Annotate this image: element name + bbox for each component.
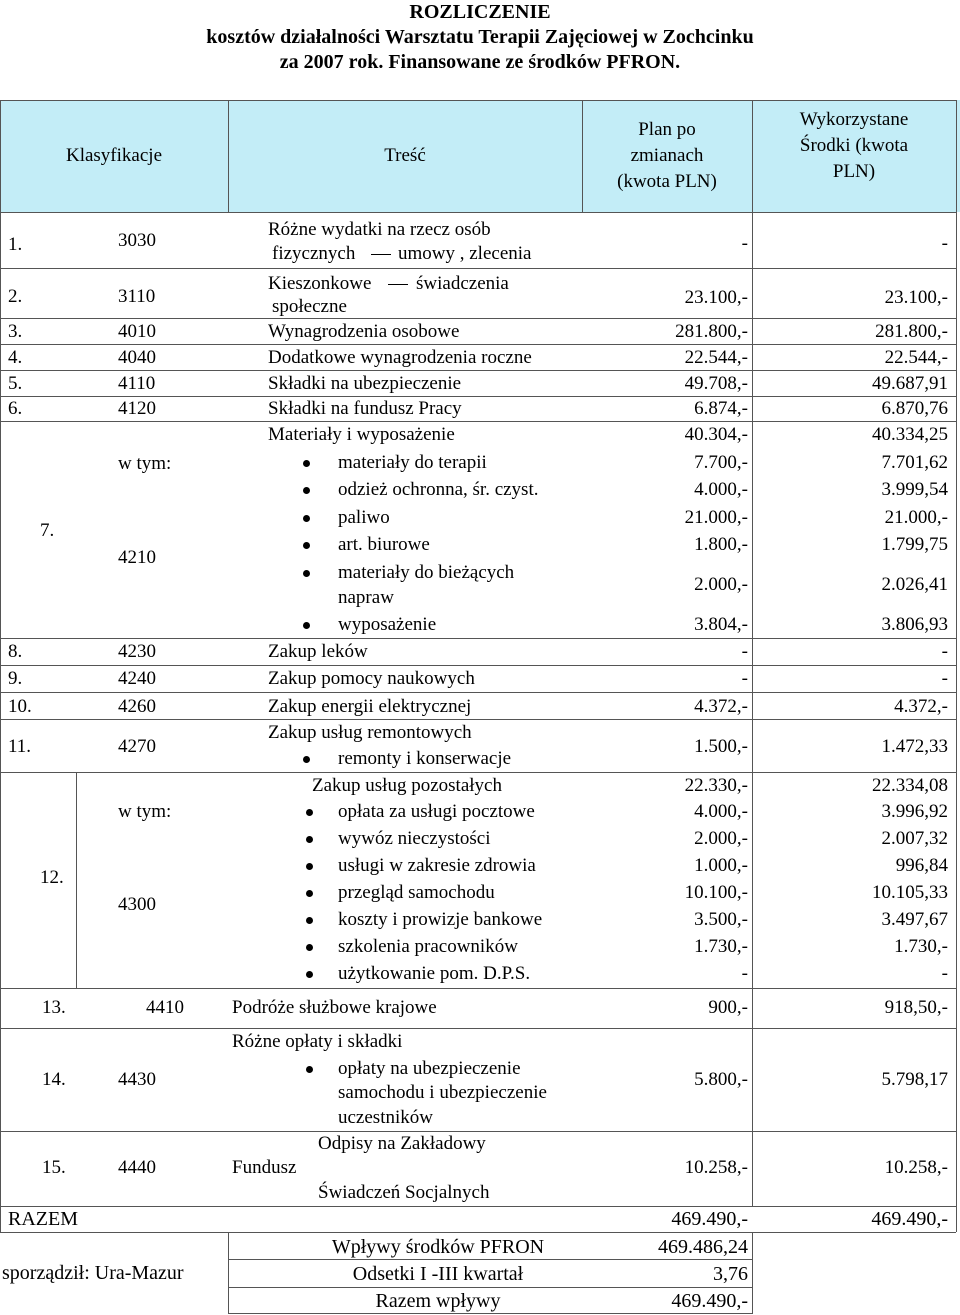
prepared-by: sporządził: Ura-Mazur — [2, 1262, 184, 1284]
header-tresc — [228, 100, 582, 212]
item-text: odzież ochronna, śr. czyst. — [338, 479, 539, 500]
bullet-icon — [303, 515, 310, 522]
row-number: 8. — [8, 641, 23, 662]
row-number: 11. — [8, 736, 32, 757]
row-text: Składki na ubezpieczenie — [268, 373, 462, 394]
row-text: Różne opłaty i składki — [232, 1031, 403, 1052]
bullet-icon — [306, 917, 313, 924]
grid-line — [0, 396, 956, 397]
row-number: 9. — [8, 668, 23, 689]
row-text: Materiały i wyposażenie — [268, 424, 455, 445]
grid-line — [752, 100, 753, 1206]
row-code: 4010 — [118, 321, 156, 342]
grid-line — [0, 988, 956, 989]
row-plan: 40.304,- — [684, 424, 748, 445]
row-used: 10.258,- — [884, 1157, 948, 1178]
row-number: 14. — [42, 1069, 66, 1090]
bullet-icon — [303, 756, 310, 763]
grid-line — [76, 772, 77, 988]
grid-line — [0, 1206, 956, 1207]
item-plan: 3.500,- — [694, 909, 748, 930]
row-code: 4110 — [118, 373, 156, 394]
row-number: 1. — [8, 234, 23, 255]
row-text: Zakup usług pozostałych — [312, 775, 502, 796]
item-used: 21.000,- — [884, 507, 948, 528]
row-plan: - — [741, 668, 748, 689]
row-wtym: w tym: — [118, 453, 172, 474]
item-used: 1.799,75 — [881, 534, 948, 555]
item-text: koszty i prowizje bankowe — [338, 909, 543, 930]
grid-line — [0, 638, 956, 639]
bullet-icon — [303, 542, 310, 549]
row-number: 12. — [40, 867, 64, 888]
item-plan: 21.000,- — [684, 507, 748, 528]
summary-value: 3,76 — [713, 1263, 748, 1285]
item-used: 2.007,32 — [881, 828, 948, 849]
row-code: 4410 — [146, 997, 184, 1018]
item-text: szkolenia pracowników — [338, 936, 518, 957]
row-code: 4300 — [118, 894, 156, 915]
row-used: 1.472,33 — [881, 736, 948, 757]
item-used: 3.996,92 — [881, 801, 948, 822]
row-text: samochodu i ubezpieczenie — [338, 1082, 547, 1103]
grid-line — [0, 1131, 956, 1132]
bullet-icon — [306, 1066, 313, 1073]
row-used: 281.800,- — [875, 321, 948, 342]
row-text: Fundusz — [232, 1157, 297, 1178]
item-used: 3.999,54 — [881, 479, 948, 500]
header-wyk-line2: Środki (kwota — [799, 135, 909, 156]
summary-label: Razem wpływy — [375, 1290, 501, 1312]
grid-line — [228, 1287, 752, 1288]
item-plan: 4.000,- — [694, 479, 748, 500]
grid-line — [582, 100, 583, 212]
header-plan-line3: (kwota PLN) — [617, 171, 717, 192]
row-text: świadczenia — [416, 273, 509, 294]
row-number: 15. — [42, 1157, 66, 1178]
item-plan: 1.730,- — [694, 936, 748, 957]
header-plan-line2: zmianach — [630, 145, 704, 166]
header-wyk-line3: PLN) — [832, 161, 876, 182]
row-used: - — [941, 668, 948, 689]
item-text: paliwo — [338, 507, 390, 528]
row-plan: 49.708,- — [684, 373, 748, 394]
row-number: 5. — [8, 373, 23, 394]
row-code: 3110 — [118, 286, 156, 307]
row-plan: 23.100,- — [684, 287, 748, 308]
grid-line — [0, 1028, 956, 1029]
row-code: 4230 — [118, 641, 156, 662]
item-plan: 7.700,- — [694, 452, 748, 473]
summary-value: 469.486,24 — [658, 1236, 748, 1258]
grid-line — [228, 1259, 752, 1260]
row-used: 40.334,25 — [872, 424, 948, 445]
bullet-icon — [306, 809, 313, 816]
row-used: 49.687,91 — [872, 373, 948, 394]
total-used: 469.490,- — [871, 1208, 948, 1230]
document-title — [0, 0, 960, 75]
item-text: napraw — [338, 587, 394, 608]
row-plan: - — [741, 641, 748, 662]
grid-line — [0, 421, 956, 422]
row-number: 3. — [8, 321, 23, 342]
header-wykorzystane — [752, 100, 956, 212]
row-plan: 4.372,- — [694, 696, 748, 717]
grid-line — [0, 692, 956, 693]
row-text: Zakup usług remontowych — [268, 722, 472, 743]
row-code: 4040 — [118, 347, 156, 368]
item-text: przegląd samochodu — [338, 882, 495, 903]
row-text: Dodatkowe wynagrodzenia roczne — [268, 347, 532, 368]
item-text: art. biurowe — [338, 534, 430, 555]
row-text: Wynagrodzenia osobowe — [268, 321, 460, 342]
item-plan: 4.000,- — [694, 801, 748, 822]
item-plan: 2.000,- — [694, 828, 748, 849]
row-plan: 281.800,- — [675, 321, 748, 342]
row-number: 10. — [8, 696, 32, 717]
item-text: wywóz nieczystości — [338, 828, 491, 849]
row-text: Podróże służbowe krajowe — [232, 997, 437, 1018]
row-code: 4240 — [118, 668, 156, 689]
item-used: 1.730,- — [894, 936, 948, 957]
grid-line — [0, 772, 956, 773]
grid-line — [0, 665, 956, 666]
item-plan: 1.000,- — [694, 855, 748, 876]
row-number: 4. — [8, 347, 23, 368]
row-text: Odpisy na Zakładowy — [318, 1133, 486, 1154]
title-line-1: ROZLICZENIE — [409, 1, 551, 23]
grid-line — [0, 212, 956, 213]
item-plan: 2.000,- — [694, 574, 748, 595]
row-code: 4270 — [118, 736, 156, 757]
grid-line — [228, 1313, 752, 1314]
row-used: - — [941, 641, 948, 662]
bullet-icon — [303, 487, 310, 494]
item-text: materiały do bieżących — [338, 562, 515, 583]
item-used: 10.105,33 — [872, 882, 948, 903]
row-number: 6. — [8, 398, 23, 419]
row-used: 4.372,- — [894, 696, 948, 717]
row-code: 4260 — [118, 696, 156, 717]
item-plan: - — [741, 963, 748, 984]
row-text: remonty i konserwacje — [338, 748, 512, 769]
bullet-icon — [303, 570, 310, 577]
title-line-2: kosztów działalności Warsztatu Terapii Zajęciowej w Zochcinku — [206, 26, 754, 48]
row-used: 6.870,76 — [881, 398, 948, 419]
row-used: 5.798,17 — [881, 1069, 948, 1090]
row-plan: 6.874,- — [694, 398, 748, 419]
header-wyk-line1: Wykorzystane — [799, 109, 909, 130]
item-used: 996,84 — [895, 855, 948, 876]
item-used: 3.497,67 — [881, 909, 948, 930]
bullet-icon — [306, 836, 313, 843]
grid-line — [0, 100, 1, 1232]
bullet-icon — [303, 460, 310, 467]
row-text: uczestników — [338, 1107, 433, 1128]
item-plan: 1.800,- — [694, 534, 748, 555]
summary-label: Wpływy środków PFRON — [331, 1236, 545, 1258]
row-number: 7. — [40, 520, 55, 541]
item-used: - — [941, 963, 948, 984]
row-used: 918,50,- — [884, 997, 948, 1018]
row-text: Kieszonkowe — [268, 273, 372, 294]
dash-mark — [371, 254, 391, 255]
row-code: 4440 — [118, 1157, 156, 1178]
item-text: wyposażenie — [338, 614, 437, 635]
grid-line — [0, 318, 956, 319]
bullet-icon — [303, 622, 310, 629]
item-plan: 10.100,- — [684, 882, 748, 903]
grid-line — [752, 1232, 753, 1314]
row-number: 2. — [8, 286, 23, 307]
row-text: Zakup pomocy naukowych — [268, 668, 475, 689]
grid-line — [0, 100, 956, 101]
row-code: 3030 — [118, 230, 156, 251]
row-code: 4210 — [118, 547, 156, 568]
row-text: społeczne — [272, 296, 347, 317]
item-used: 2.026,41 — [881, 574, 948, 595]
row-plan: 22.544,- — [684, 347, 748, 368]
row-text: opłaty na ubezpieczenie — [338, 1058, 521, 1079]
item-text: opłata za usługi pocztowe — [338, 801, 535, 822]
summary-label: Odsetki I -III kwartał — [352, 1263, 524, 1285]
row-plan: - — [741, 233, 748, 254]
header-tresc-label: Treść — [384, 145, 426, 166]
grid-line — [0, 370, 956, 371]
header-klasyfikacje-label: Klasyfikacje — [65, 145, 162, 166]
title-line-3: za 2007 rok. Finansowane ze środków PFRON. — [279, 51, 681, 73]
row-number: 13. — [42, 997, 66, 1018]
grid-line — [228, 100, 229, 212]
row-used: 22.334,08 — [872, 775, 948, 796]
item-text: użytkowanie pom. D.P.S. — [338, 963, 531, 984]
header-klasyfikacje — [0, 100, 228, 212]
dash-mark — [388, 284, 408, 285]
row-text: Różne wydatki na rzecz osób — [268, 219, 491, 240]
row-code: 4120 — [118, 398, 156, 419]
grid-line — [0, 268, 956, 269]
row-text: Składki na fundusz Pracy — [268, 398, 462, 419]
item-used: 3.806,93 — [881, 614, 948, 635]
bullet-icon — [306, 863, 313, 870]
item-plan: 3.804,- — [694, 614, 748, 635]
row-text: umowy , zlecenia — [398, 243, 532, 264]
row-text: Zakup energii elektrycznej — [268, 696, 472, 717]
summary-value: 469.490,- — [671, 1290, 748, 1312]
item-used: 7.701,62 — [881, 452, 948, 473]
row-text: Zakup leków — [268, 641, 368, 662]
row-used: 22.544,- — [884, 347, 948, 368]
row-code: 4430 — [118, 1069, 156, 1090]
total-label: RAZEM — [8, 1208, 78, 1230]
header-plan — [582, 100, 752, 212]
row-plan: 5.800,- — [694, 1069, 748, 1090]
bullet-icon — [306, 971, 313, 978]
total-plan: 469.490,- — [671, 1208, 748, 1230]
row-plan: 900,- — [708, 997, 748, 1018]
bullet-icon — [306, 890, 313, 897]
row-text: Świadczeń Socjalnych — [318, 1182, 490, 1203]
grid-line — [0, 719, 956, 720]
item-text: usługi w zakresie zdrowia — [338, 855, 536, 876]
row-plan: 10.258,- — [684, 1157, 748, 1178]
grid-line — [0, 344, 956, 345]
row-used: 23.100,- — [884, 287, 948, 308]
row-plan: 22.330,- — [684, 775, 748, 796]
row-text: fizycznych — [272, 243, 356, 264]
bullet-icon — [306, 944, 313, 951]
row-used: - — [941, 233, 948, 254]
grid-line — [956, 100, 957, 1232]
item-text: materiały do terapii — [338, 452, 487, 473]
grid-line — [0, 1232, 956, 1233]
row-plan: 1.500,- — [694, 736, 748, 757]
row-wtym: w tym: — [118, 801, 172, 822]
header-plan-line1: Plan po — [638, 119, 696, 140]
